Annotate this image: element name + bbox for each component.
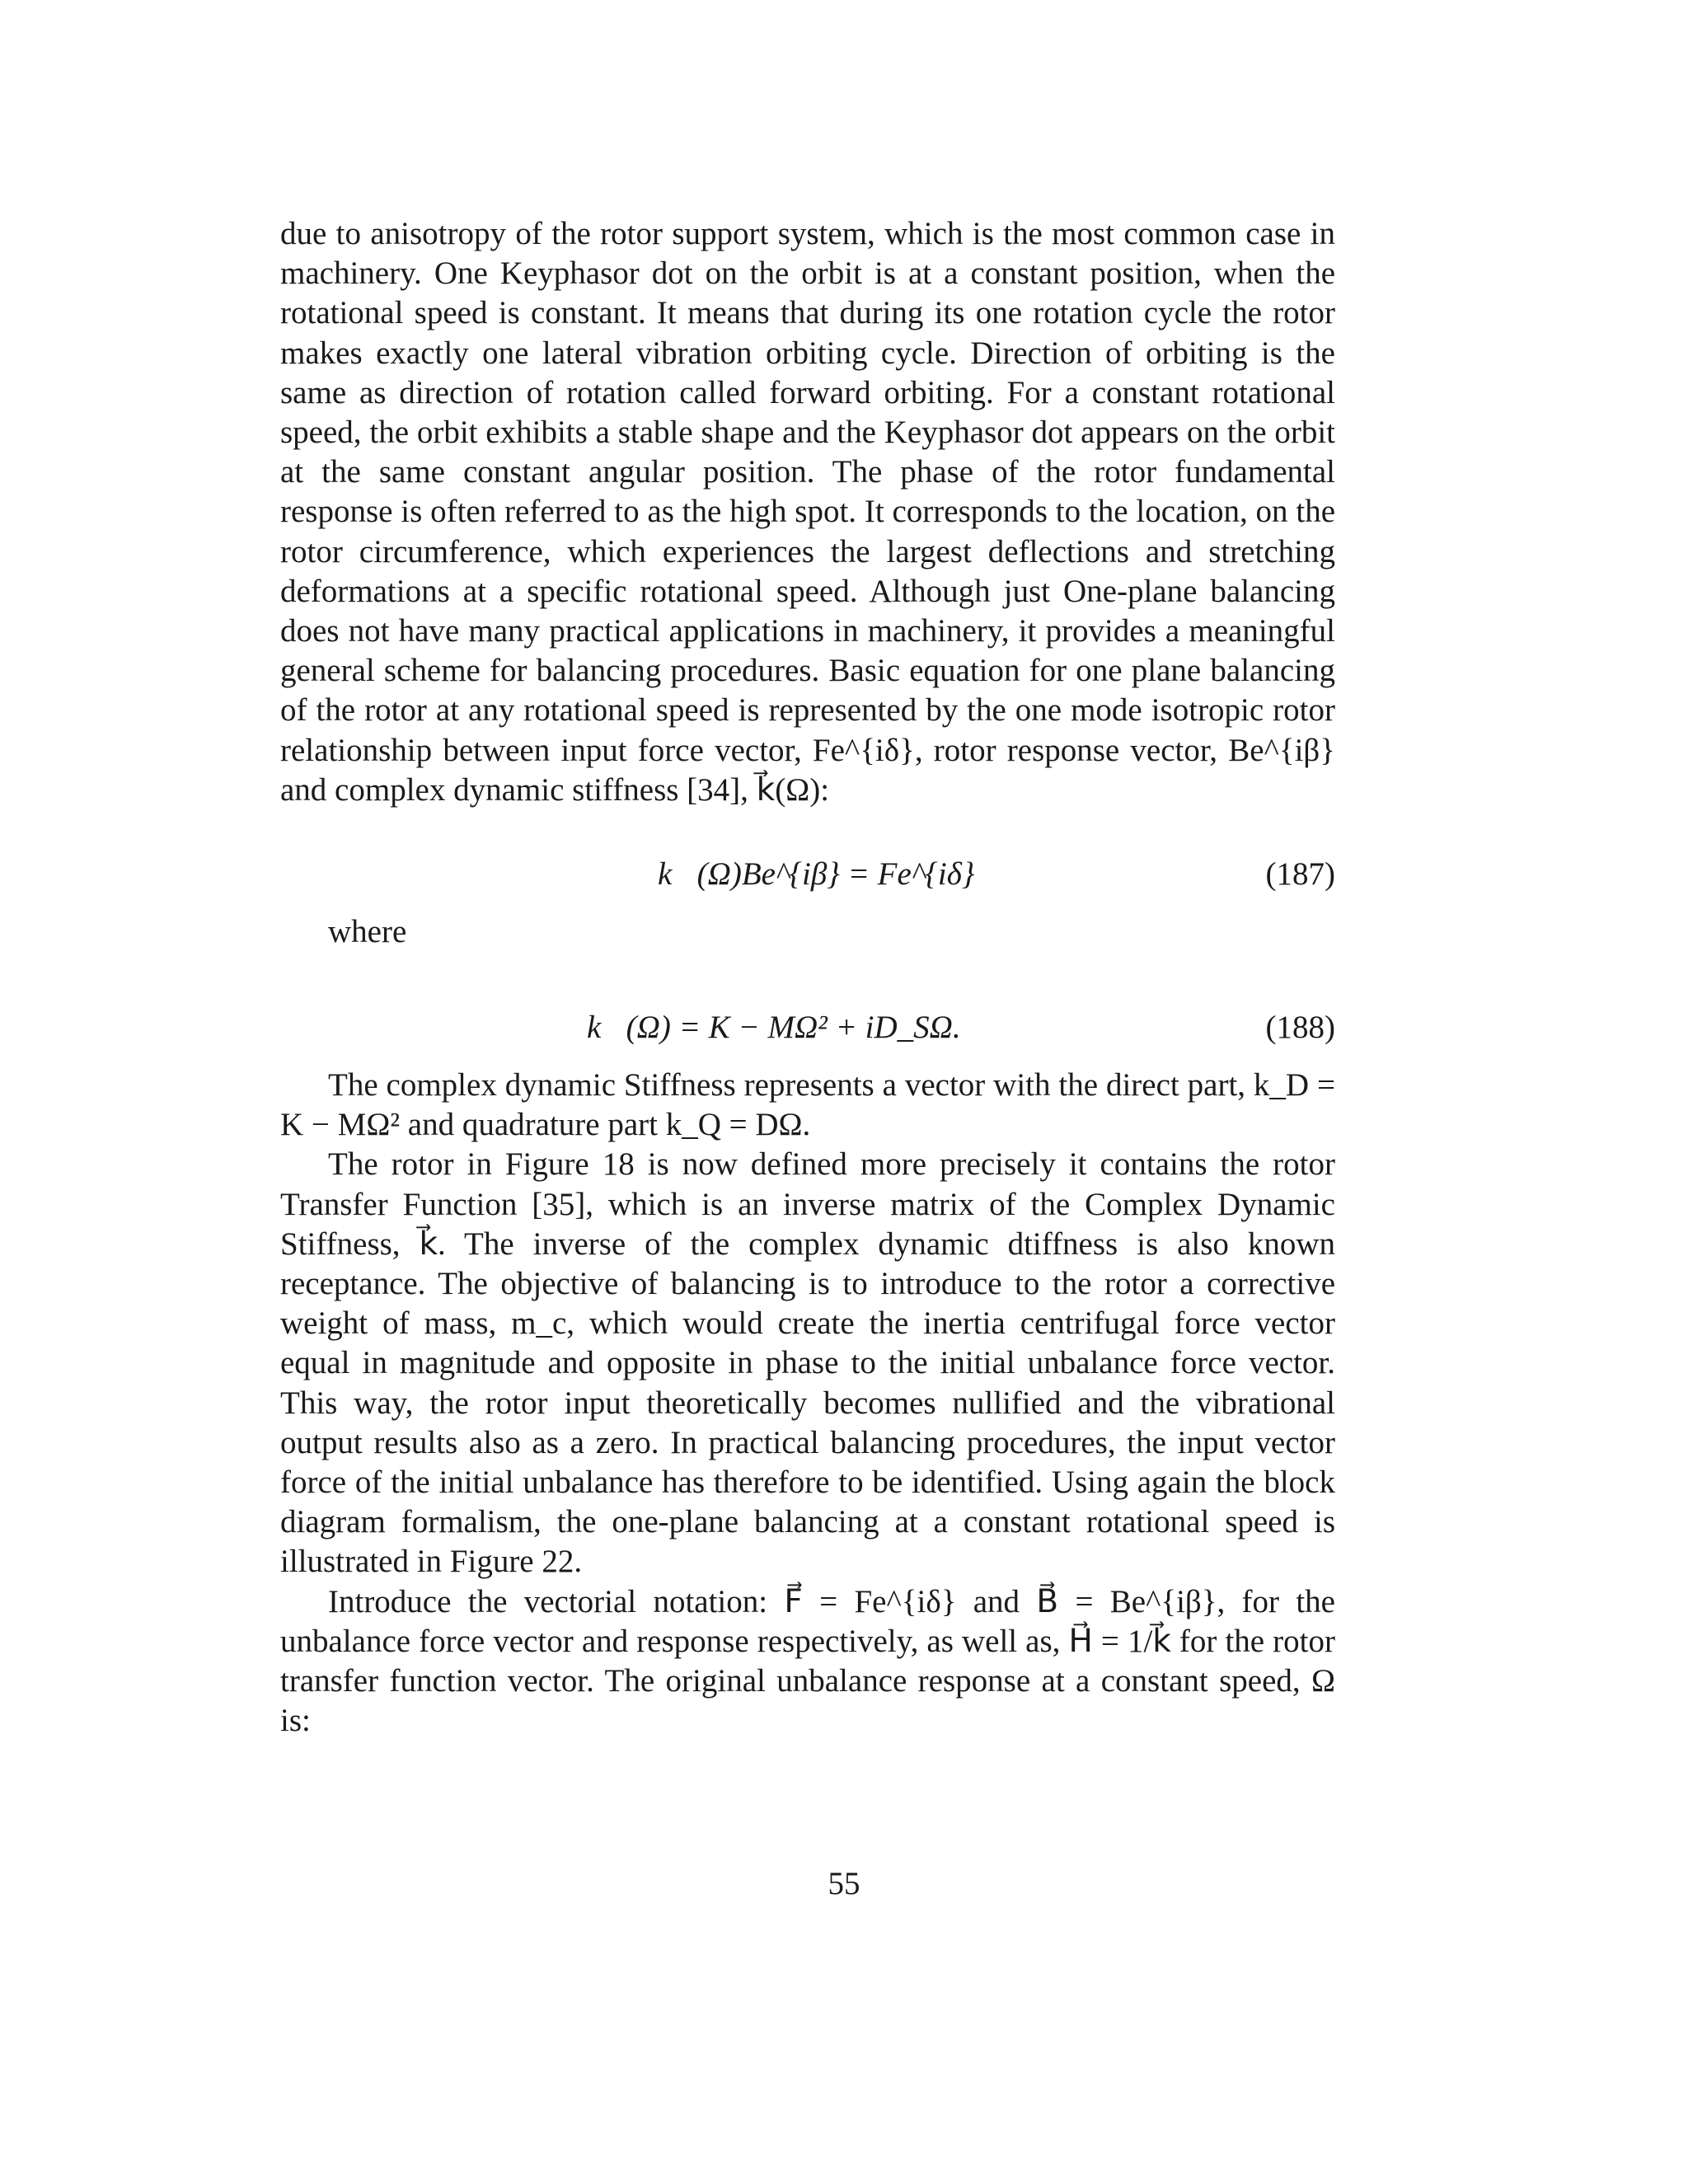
paragraph-transfer-function: The rotor in Figure 18 is now defined more precisely it contains the rotor Transfer Function [35], which is an inverse matrix of the Complex Dynamic Stiffness, k⃗. The inverse of the complex dynamic dtiffness is also known receptance. The objective of balancing is to introduce to the rotor a corrective weight of mass, m_c, which would create the inertia centrifugal force vector equal in magnitude and opposite in phase to the initial unbalance force vector. This way, the rotor input theoretically becomes nullified and the vibrational output results also as a zero. In practical balancing procedures, the input vector force of the initial unbalance has therefore to be identified. Using again the block diagram formalism, the one-plane balancing at a constant rotational speed is illustrated in Figure 22. bbox=[280, 1146, 1335, 1580]
where-label: where bbox=[328, 914, 407, 950]
equation-187 bbox=[280, 848, 1335, 901]
page-body bbox=[280, 214, 1335, 1741]
page-number: 55 bbox=[828, 1866, 860, 1901]
paragraph-dynamic-stiffness: The complex dynamic Stiffness represents a vector with the direct part, k_D = K − MΩ² and quadrature part k_Q = DΩ. bbox=[280, 1067, 1335, 1143]
equation-187-number: (187) bbox=[1265, 856, 1335, 893]
equation-188 bbox=[280, 1001, 1335, 1054]
paragraph-continuation: due to anisotropy of the rotor support system, which is the most common case in machinery. One Keyphasor dot on the orbit is at a constant position, when the rotational speed is constant. It means that during its one rotation cycle the rotor makes exactly one lateral vibration orbiting cycle. Direction of orbiting is the same as direction of rotation called forward orbiting. For a constant rotational speed, the orbit exhibits a stable shape and the Keyphasor dot appears on the orbit at the same constant angular position. The phase of the rotor fundamental response is often referred to as the high spot. It corresponds to the location, on the rotor circumference, which experiences the largest deflections and stretching deformations at a specific rotational speed. Although just One-plane balancing does not have many practical applications in machinery, it provides a meaningful general scheme for balancing procedures. Basic equation for one plane balancing of the rotor at any rotational speed is represented by the one mode isotropic rotor relationship between input force vector, Fe^{iδ}, rotor response vector, Be^{iβ} and complex dynamic stiffness [34], k⃗(Ω): bbox=[280, 216, 1335, 808]
equation-188-number: (188) bbox=[1265, 1010, 1335, 1046]
paragraph-vectorial-notation: Introduce the vectorial notation: F⃗ = Fe^{iδ} and B⃗ = Be^{iβ}, for the unbalance force vector and response respectively, as well as, H⃗ = 1/k⃗ for the rotor transfer function vector. The original unbalance response at a constant speed, Ω is: bbox=[280, 1583, 1335, 1739]
equation-187-expression: k⃗(Ω)Be^{iβ} = Fe^{iδ} bbox=[658, 856, 975, 893]
equation-188-expression: k⃗(Ω) = K − MΩ² + iD_SΩ. bbox=[587, 1010, 961, 1046]
